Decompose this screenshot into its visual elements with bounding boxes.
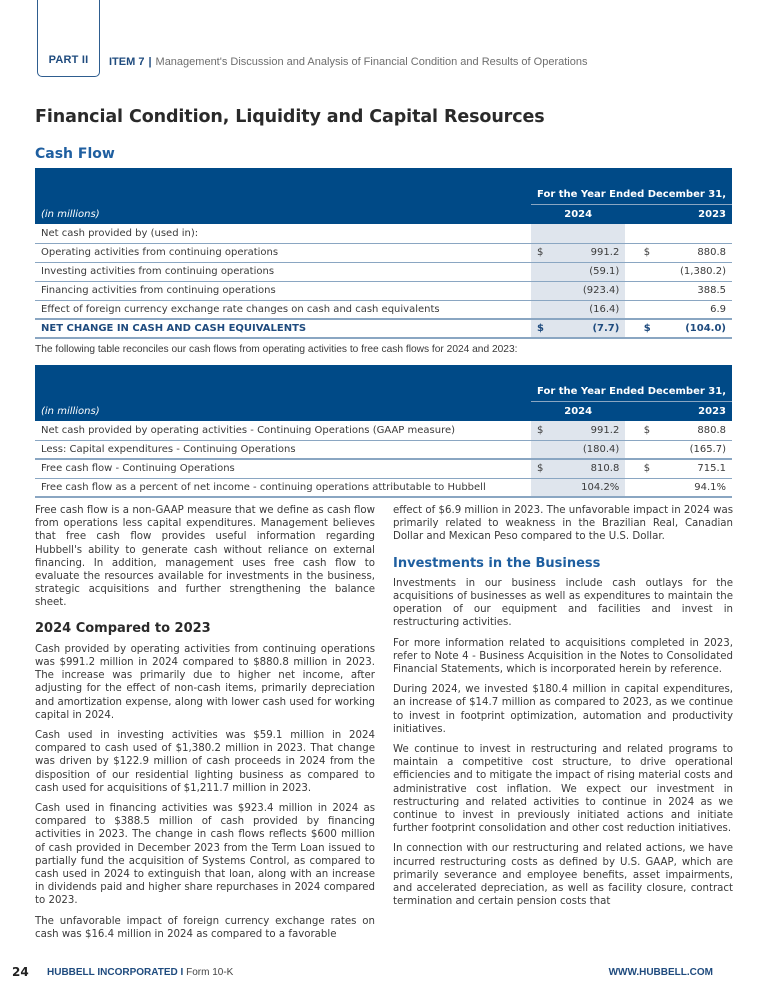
cash-flow-heading: Cash Flow xyxy=(35,146,115,162)
running-header xyxy=(109,56,587,68)
company-name: HUBBELL INCORPORATED I Form 10-K xyxy=(47,967,234,978)
unit-label: (in millions) xyxy=(35,401,531,421)
table-row: Free cash flow as a percent of net income - continuing operations attributable to Hubbell 104.2% 94.1% xyxy=(35,478,732,497)
paragraph: In connection with our restructuring and related actions, we have incurred restructuring costs as defined by U.S. GAAP, which are primarily severance and employee benefits, asset impairments, and accelerated depreciation, as well as facility closure, contract termination and certain pension costs that xyxy=(393,843,733,908)
cash-flow-table xyxy=(35,168,732,339)
year-2023: 2023 xyxy=(638,204,732,224)
table-row: Financing activities from continuing operations (923.4) 388.5 xyxy=(35,281,732,300)
item-number: ITEM 7 xyxy=(109,56,145,68)
table-row: Free cash flow - Continuing Operations $ 810.8 $ 715.1 xyxy=(35,459,732,478)
period-header: For the Year Ended December 31, xyxy=(531,168,732,204)
form-type: Form 10-K xyxy=(186,967,234,978)
part-tab xyxy=(37,0,100,77)
paragraph: During 2024, we invested $180.4 million in capital expenditures, an increase of $14.7 million as compared to 2023, as we continue to invest in footprint optimization, automation and productivity initiatives. xyxy=(393,684,733,735)
item-title: Management's Discussion and Analysis of Financial Condition and Results of Operations xyxy=(155,56,588,68)
table-row: Net cash provided by (used in): xyxy=(35,224,732,243)
paragraph: For more information related to acquisitions completed in 2023, refer to Note 4 - Business Acquisition in the Notes to Consolidated Financial Statements, which is incorporated herein by reference. xyxy=(393,637,733,676)
paragraph: Cash used in financing activities was $923.4 million in 2024 as compared to $388.5 million of cash provided by financing activities in 2023. The change in cash flows reflects $600 million of cash provided in December 2023 from the Term Loan issued to partially fund the acquisition of Systems Control, as compared to cash used in 2024 to extinguish that loan, along with an increase in dividends paid and higher share repurchases in 2024 compared to 2023. xyxy=(35,803,375,907)
left-column xyxy=(35,504,375,948)
free-cash-flow-table xyxy=(35,365,732,498)
table-row: Net cash provided by operating activities - Continuing Operations (GAAP measure) $ 991.2 $ 880.8 xyxy=(35,421,732,440)
paragraph: effect of $6.9 million in 2023. The unfavorable impact in 2024 was primarily related to weakness in the Brazilian Real, Canadian Dollar and Mexican Peso compared to the U.S. Dollar. xyxy=(393,505,733,543)
paragraph: Cash used in investing activities was $59.1 million in 2024 compared to cash used of $1,380.2 million in 2023. That change was driven by $122.9 million of cash proceeds in 2024 from the disposition of our residential lighting business as compared to cash used for acquisitions of $1,211.7 million in 2023. xyxy=(35,730,375,794)
header-separator: | xyxy=(148,56,152,68)
part-label: PART II xyxy=(48,54,89,66)
paragraph: We continue to invest in restructuring and related programs to maintain a competitive cost structure, to drive operational efficiencies and to mitigate the impact of rising material costs and administrative cost inflation. We expect our investment in restructuring and related activities to continue in 2024 as we continue to invest in previously initiated actions and initiate further footprint consolidation and other cost reduction initiatives. xyxy=(393,744,733,835)
total-row: NET CHANGE IN CASH AND CASH EQUIVALENTS $ (7.7) $ (104.0) xyxy=(35,319,732,338)
paragraph: The unfavorable impact of foreign currency exchange rates on cash was $16.4 million in 2024 as compared to a favorable xyxy=(35,915,375,940)
year-2024: 2024 xyxy=(531,204,625,224)
section-heading-investments: Investments in the Business xyxy=(393,555,601,571)
page-title: Financial Condition, Liquidity and Capital Resources xyxy=(35,107,545,127)
table-row: Investing activities from continuing operations (59.1) (1,380.2) xyxy=(35,262,732,281)
table-row: Less: Capital expenditures - Continuing Operations (180.4) (165.7) xyxy=(35,440,732,459)
right-column xyxy=(393,504,733,915)
section-heading-2024-vs-2023: 2024 Compared to 2023 xyxy=(35,620,211,636)
period-header: For the Year Ended December 31, xyxy=(531,365,732,401)
year-2024: 2024 xyxy=(531,401,625,421)
table-row: Effect of foreign currency exchange rate changes on cash and cash equivalents (16.4) 6.9 xyxy=(35,300,732,319)
page-number: 24 xyxy=(12,965,29,979)
paragraph: Investments in our business include cash outlays for the acquisitions of businesses as well as expenditures to maintain the operation of our equipment and facilities and invest in restructuring activities. xyxy=(393,577,733,629)
unit-label: (in millions) xyxy=(35,204,531,224)
page-footer xyxy=(0,965,768,981)
website-link[interactable]: WWW.HUBBELL.COM xyxy=(608,967,713,978)
paragraph: Cash provided by operating activities from continuing operations was $991.2 million in 2024 compared to $880.8 million in 2023. The increase was primarily due to higher net income, after adjusting for the effect of non-cash items, primarily depreciation and amortization expense, along with lower cash used for working capital in 2024. xyxy=(35,643,375,721)
paragraph: Free cash flow is a non-GAAP measure that we define as cash flow from operations less capital expenditures. Management believes that free cash flow provides useful information regarding Hubbell's ability to generate cash without reliance on external financing. In addition, management uses free cash flow to evaluate the resources available for investments in the business, strategic acquisitions and further strengthening the balance sheet. xyxy=(35,505,375,609)
table2-intro: The following table reconciles our cash flows from operating activities to free cash flows for 2024 and 2023: xyxy=(35,344,518,355)
year-2023: 2023 xyxy=(638,401,732,421)
table-row: Operating activities from continuing operations $ 991.2 $ 880.8 xyxy=(35,243,732,262)
